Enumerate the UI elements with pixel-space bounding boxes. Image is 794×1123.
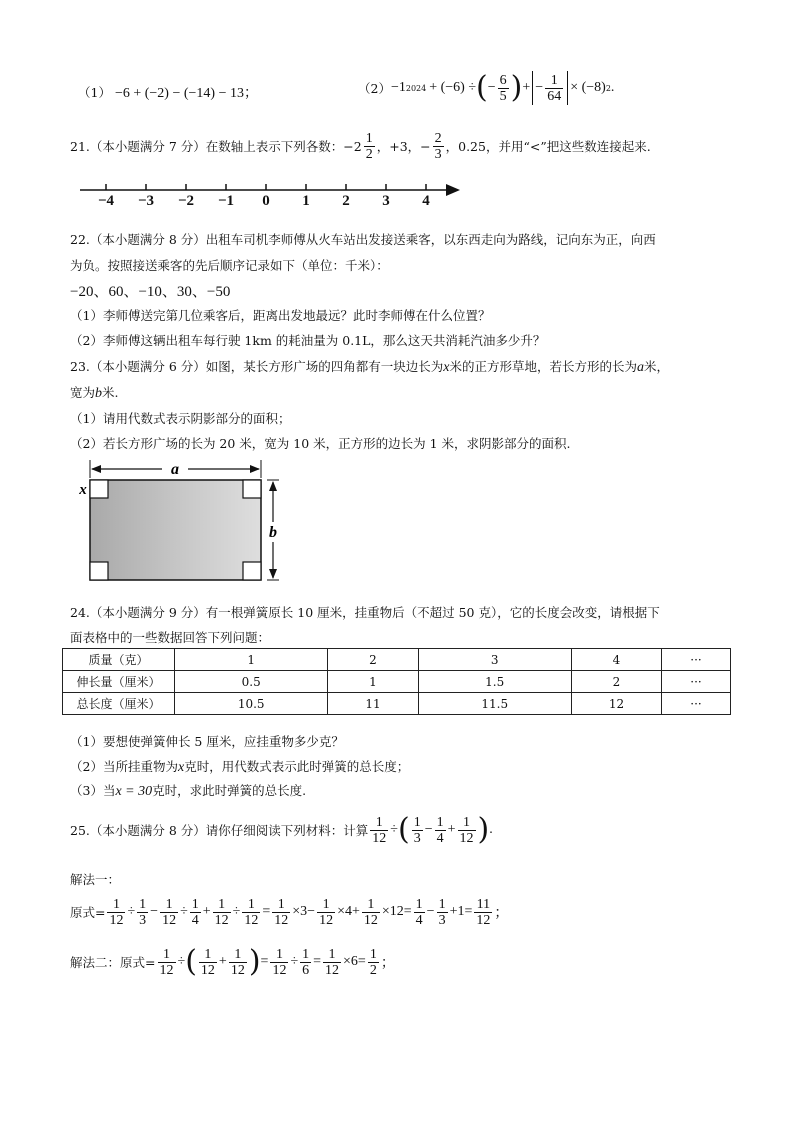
paren-close: ) xyxy=(510,70,523,105)
row-header-cell: 伸长量（厘米） xyxy=(63,671,175,693)
q24-question2 xyxy=(70,757,409,776)
q21-text xyxy=(70,128,651,164)
denominator: 12 xyxy=(363,912,378,928)
denominator: 12 xyxy=(274,912,289,928)
q24-line1: 24.（本小题满分 9 分）有一根弹簧原长 10 厘米，挂重物后（不超过 50 克），它的长度会改变，请根据下 xyxy=(70,605,660,620)
numerator: 1 xyxy=(229,947,247,963)
numerator: 1 xyxy=(370,815,388,831)
number-line-ticks xyxy=(106,184,426,190)
denominator: 5 xyxy=(499,88,507,104)
numerator: 1 xyxy=(107,897,125,913)
dim-arrow-left xyxy=(91,465,101,473)
numerator: 1 xyxy=(323,947,341,963)
numerator: 1 xyxy=(272,897,290,913)
denominator: 12 xyxy=(476,912,491,928)
number-line-label: −4 xyxy=(97,193,115,209)
table-cell: 3 xyxy=(418,649,571,671)
q23-question2: （2）若长方形广场的长为 20 米，宽为 10 米，正方形的边长为 1 米，求阴影部分的面积. xyxy=(70,436,571,451)
operator: ； xyxy=(380,956,395,971)
q20-part1 xyxy=(78,82,258,102)
denominator: 3 xyxy=(438,912,446,928)
method2-in2 xyxy=(229,947,247,978)
q20-part2-end: . xyxy=(610,80,615,95)
denominator: 6 xyxy=(302,962,310,978)
operator: − xyxy=(426,904,435,919)
q22-question1: （1）李师傅送完第几位乘客后，距离出发地最远？此时李师傅在什么位置？ xyxy=(70,308,491,323)
denominator: 4 xyxy=(436,830,444,846)
q25-div: ÷ xyxy=(390,822,398,837)
corner-square-bottom-left xyxy=(90,562,108,580)
paren-open: ( xyxy=(185,944,197,979)
abs-bar-left xyxy=(532,71,533,105)
table-cell: 11.5 xyxy=(418,693,571,715)
numerator: 1 xyxy=(438,896,446,912)
var-x: x xyxy=(177,760,185,775)
number-line-label: 3 xyxy=(382,193,390,209)
table-cell: 1 xyxy=(328,671,418,693)
denominator: 12 xyxy=(244,912,259,928)
q23-line1-a: 23.（本小题满分 6 分）如图，某长方形广场的四角都有一块边长为 xyxy=(70,359,444,374)
number-line-label: 4 xyxy=(422,193,430,209)
q20-part2-exponent2: 2 xyxy=(605,83,611,93)
q21-text-c: ，0.25，并用“<”把这些数连接起来. xyxy=(445,139,651,154)
table-cell: 1.5 xyxy=(418,671,571,693)
operator: = xyxy=(262,904,271,919)
q23-question1: （1）请用代数式表示阴影部分的面积； xyxy=(70,411,291,426)
fraction xyxy=(300,947,311,978)
q24-question3 xyxy=(70,781,306,800)
table-cell: 2 xyxy=(328,649,418,671)
method2-plus: + xyxy=(218,954,227,969)
spring-data-table xyxy=(62,648,731,715)
method1-label: 原式= xyxy=(70,905,106,920)
fraction xyxy=(474,897,492,928)
operator: ÷ xyxy=(180,904,188,919)
q22-line2: 为负。按照接送乘客的先后顺序记录如下（单位：千米）： xyxy=(70,258,389,273)
figure-label-b: b xyxy=(269,524,277,541)
corner-square-bottom-right xyxy=(243,562,261,580)
q20-part2-op: + (−6) ÷ xyxy=(429,80,477,95)
dim-arrow-down xyxy=(269,569,277,579)
q25-minus: − xyxy=(424,822,433,837)
number-line-arrow xyxy=(446,184,460,196)
table-row xyxy=(63,649,731,671)
number-line-label: −2 xyxy=(177,193,195,209)
q22-question2: （2）李师傅这辆出租车每行驶 1km 的耗油量为 0.1L，那么这天共消耗汽油多少升？ xyxy=(70,333,546,348)
q24-q3-b: 克时，求此时弹簧的总长度. xyxy=(152,783,307,798)
method2-frac-a xyxy=(158,947,176,978)
row-header-cell: 质量（克） xyxy=(63,649,175,671)
operator: = xyxy=(260,954,269,969)
fraction xyxy=(272,897,290,928)
q25-intro xyxy=(70,810,493,850)
var-a: a xyxy=(637,360,645,375)
q20-part1-label: （1） xyxy=(78,85,111,100)
numerator: 1 xyxy=(302,946,310,962)
q24-question1: （1）要想使弹簧伸长 5 厘米，应挂重物多少克？ xyxy=(70,734,344,749)
denominator: 12 xyxy=(159,962,174,978)
q20-part2-exponent: 2024 xyxy=(405,83,427,93)
table-cell: 11 xyxy=(328,693,418,715)
q23-line2-b: 米. xyxy=(102,385,119,400)
q21-text-a: 21.（本小题满分 7 分）在数轴上表示下列各数：−2 xyxy=(70,139,362,154)
operator: ÷ xyxy=(290,954,299,969)
q25-frac1 xyxy=(412,815,423,846)
numerator: 1 xyxy=(413,814,421,830)
denominator: 12 xyxy=(230,962,245,978)
numerator: 1 xyxy=(436,814,444,830)
fraction xyxy=(414,897,425,928)
q25-plus: + xyxy=(447,822,456,837)
fraction xyxy=(242,897,260,928)
q23-line2 xyxy=(70,383,119,402)
method2-in1 xyxy=(199,947,217,978)
table-row xyxy=(63,671,731,693)
q25-frac3 xyxy=(458,815,476,846)
paren-close: ) xyxy=(477,812,490,847)
denominator: 3 xyxy=(139,912,147,928)
fraction xyxy=(137,897,148,928)
operator: ÷ xyxy=(127,904,136,919)
operator: ×4+ xyxy=(337,904,360,919)
q25-frac0 xyxy=(370,815,388,846)
denominator: 4 xyxy=(415,912,423,928)
numerator: 1 xyxy=(270,947,288,963)
denominator: 64 xyxy=(547,88,562,104)
q24-q2-a: （2）当所挂重物为 xyxy=(70,759,178,774)
table-cell: ··· xyxy=(662,649,731,671)
table-cell: 2 xyxy=(571,671,661,693)
paren-open: ( xyxy=(476,70,488,105)
figure-label-a: a xyxy=(171,461,179,478)
numerator: 1 xyxy=(191,896,199,912)
fraction xyxy=(190,897,201,928)
numerator: 1 xyxy=(415,896,423,912)
operator: ×3− xyxy=(292,904,316,919)
fraction xyxy=(160,897,178,928)
corner-square-top-right xyxy=(243,480,261,498)
numerator: 1 xyxy=(160,897,178,913)
numerator: 1 xyxy=(365,130,373,146)
table-cell: ··· xyxy=(662,671,731,693)
rectangle-figure xyxy=(78,456,283,586)
number-line-label: 0 xyxy=(262,193,270,209)
denominator: 3 xyxy=(434,146,442,162)
numerator: 1 xyxy=(458,815,476,831)
q20-part2-sign: − xyxy=(487,80,496,95)
denominator: 12 xyxy=(200,962,215,978)
denominator: 12 xyxy=(459,830,474,846)
shaded-rectangle xyxy=(90,480,261,580)
q22-record: −20、60、−10、30、−50 xyxy=(70,284,231,300)
row-header-cell: 总长度（厘米） xyxy=(63,693,175,715)
q20-part2-label: （2） xyxy=(358,81,391,96)
table-cell: 10.5 xyxy=(175,693,328,715)
method1-expression xyxy=(70,892,508,932)
table-cell: 0.5 xyxy=(175,671,328,693)
q25-end: . xyxy=(489,822,493,837)
numerator: 2 xyxy=(434,130,442,146)
q20-part2 xyxy=(358,64,614,112)
operator: = xyxy=(313,954,322,969)
table-cell: 4 xyxy=(571,649,661,671)
q25-text: 25.（本小题满分 8 分）请你仔细阅读下列材料：计算 xyxy=(70,823,369,838)
operator: + xyxy=(202,904,211,919)
numerator: 1 xyxy=(199,947,217,963)
fraction xyxy=(323,947,341,978)
q23-line2-a: 宽为 xyxy=(70,385,96,400)
numerator: 6 xyxy=(499,72,507,88)
q20-part2-plus: + xyxy=(522,80,531,95)
q21-text-b: ，+3，− xyxy=(376,139,431,154)
table-cell: 12 xyxy=(571,693,661,715)
numerator: 1 xyxy=(545,73,563,89)
method2-div: ÷ xyxy=(177,954,186,969)
var-x: x xyxy=(443,360,450,375)
q23-line1 xyxy=(70,357,669,376)
var-b: b xyxy=(95,386,103,401)
q21-frac1 xyxy=(364,131,375,162)
denominator: 12 xyxy=(272,962,287,978)
paren-close: ) xyxy=(248,944,261,979)
q20-part2-base: −1 xyxy=(390,80,406,95)
number-line-label: −3 xyxy=(137,193,155,209)
method1-terms xyxy=(105,897,508,928)
q20-part2-tail: × (−8) xyxy=(570,80,606,95)
denominator: 12 xyxy=(325,962,340,978)
method2-label: 原式= xyxy=(120,955,156,970)
operator: ÷ xyxy=(232,904,241,919)
table-cell: 1 xyxy=(175,649,328,671)
fraction xyxy=(213,897,231,928)
fraction xyxy=(368,947,379,978)
denominator: 12 xyxy=(372,830,387,846)
fraction xyxy=(270,947,288,978)
table-row xyxy=(63,693,731,715)
fraction xyxy=(107,897,125,928)
q20-part2-fraction2 xyxy=(545,73,563,104)
q24-q3-eq: x = 30 xyxy=(115,784,153,799)
operator: +1= xyxy=(449,904,473,919)
numerator: 11 xyxy=(474,897,492,913)
denominator: 3 xyxy=(413,830,421,846)
numerator: 1 xyxy=(213,897,231,913)
method1-title: 解法一： xyxy=(70,872,121,887)
fraction xyxy=(317,897,335,928)
operator: − xyxy=(150,904,159,919)
denominator: 12 xyxy=(214,912,229,928)
q23-line1-c: 米， xyxy=(644,359,670,374)
paren-open: ( xyxy=(397,812,410,847)
q21-frac2 xyxy=(433,131,444,162)
method2-expression xyxy=(70,940,395,984)
table-cell: ··· xyxy=(662,693,731,715)
abs-bar-right xyxy=(567,71,568,105)
denominator: 12 xyxy=(319,912,334,928)
q23-line1-b: 米的正方形草地，若长方形的长为 xyxy=(449,359,638,374)
operator: ×12= xyxy=(381,904,412,919)
q20-part1-expr: −6 + (−2) − (−14) − 13； xyxy=(114,86,258,101)
q20-part2-sign2: − xyxy=(535,80,544,95)
operator: ×6= xyxy=(343,954,366,969)
fraction xyxy=(437,897,448,928)
denominator: 4 xyxy=(191,912,199,928)
q24-q3-a: （3）当 xyxy=(70,783,116,798)
denominator: 12 xyxy=(162,912,177,928)
number-line-label: −1 xyxy=(217,193,235,209)
numerator: 1 xyxy=(362,897,380,913)
denominator: 12 xyxy=(109,912,124,928)
dim-arrow-right xyxy=(250,465,260,473)
denominator: 2 xyxy=(365,146,373,162)
q22-line1: 22.（本小题满分 8 分）出租车司机李师傅从火车站出发接送乘客，以东西走向为路线，记向东为正，向西 xyxy=(70,232,656,247)
numerator: 1 xyxy=(369,946,377,962)
q24-line2: 面表格中的一些数据回答下列问题： xyxy=(70,630,271,645)
method2-title: 解法二： xyxy=(70,955,121,970)
numerator: 1 xyxy=(317,897,335,913)
operator: ； xyxy=(494,906,509,921)
denominator: 2 xyxy=(369,962,377,978)
numerator: 1 xyxy=(158,947,176,963)
q20-part2-fraction xyxy=(498,73,509,104)
q25-frac2 xyxy=(435,815,446,846)
number-line-label: 2 xyxy=(342,193,350,209)
figure-label-x: x xyxy=(79,482,87,498)
q24-q2-b: 克时，用代数式表示此时弹簧的总长度； xyxy=(184,759,410,774)
number-line-label: 1 xyxy=(302,193,310,209)
method2-terms xyxy=(261,947,395,978)
fraction xyxy=(362,897,380,928)
corner-square-top-left xyxy=(90,480,108,498)
numerator: 1 xyxy=(242,897,260,913)
dim-arrow-up xyxy=(269,481,277,491)
numerator: 1 xyxy=(139,896,147,912)
